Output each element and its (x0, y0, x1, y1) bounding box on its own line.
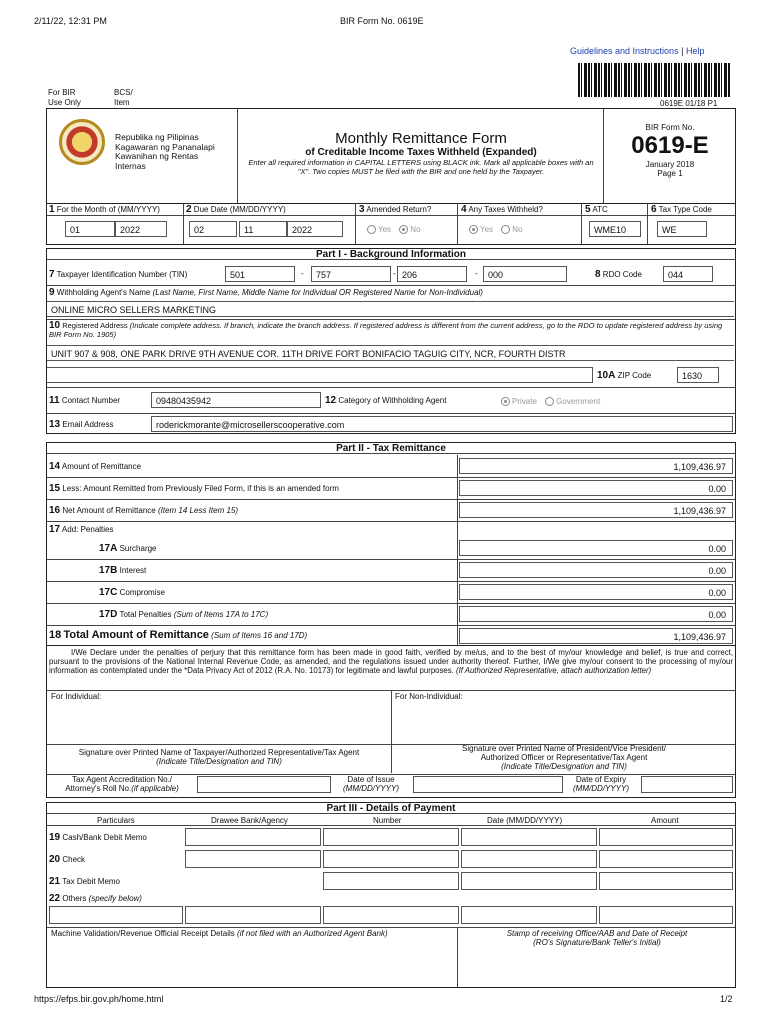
form-instructions: Enter all required information in CAPITAL LETTERS using BLACK ink. Mark all applicable boxes with an "X". Two copies MUST be filed with the BIR and one held by the Taxpayer. (248, 158, 594, 176)
address-line-2-field[interactable] (47, 367, 593, 383)
tax-debit-memo-label: Tax Debit Memo (62, 877, 120, 886)
others-drawee-field[interactable] (185, 906, 321, 924)
amended-yes-radio[interactable] (367, 225, 376, 234)
category-private-radio[interactable] (501, 397, 510, 406)
help-link[interactable]: Help (685, 46, 705, 56)
cash-drawee-field[interactable] (185, 828, 321, 846)
accreditation-field[interactable] (197, 776, 331, 793)
tin-part-4-field[interactable]: 000 (483, 266, 567, 282)
date-of-expiry-field[interactable] (641, 776, 733, 793)
email-field[interactable]: roderickmorante@microsellerscooperative.com (151, 416, 733, 432)
zip-field[interactable]: 1630 (677, 367, 719, 383)
tax-type-label: Tax Type Code (658, 205, 712, 214)
form-subtitle: of Creditable Income Taxes Withheld (Expanded) (305, 147, 537, 158)
due-date-label: Due Date (MM/DD/YYYY) (193, 205, 286, 214)
amended-label: Amended Return? (366, 205, 432, 214)
month-label: For the Month of (MM/YYYY) (56, 205, 160, 214)
link-separator: | (681, 46, 684, 56)
form-code: 0619E 01/18 P1 (660, 99, 718, 108)
footer-url: https://efps.bir.gov.ph/home.html (34, 994, 164, 1004)
contact-field[interactable]: 09480435942 (151, 392, 321, 408)
others-date-field[interactable] (461, 906, 597, 924)
date-of-issue-label: Date of Issue (MM/DD/YYYY) (343, 775, 399, 793)
for-individual-label: For Individual: (51, 692, 102, 701)
agency-name: Republika ng Pilipinas Kagawaran ng Pananalapi Kawanihan ng Rentas Internas (115, 132, 215, 171)
tin-dash: - (301, 269, 304, 278)
net-remittance-field[interactable]: 1,109,436.97 (459, 502, 733, 518)
date-of-issue-field[interactable] (413, 776, 563, 793)
form-title-block (239, 131, 603, 176)
atc-label: ATC (592, 205, 608, 214)
cash-date-field[interactable] (461, 828, 597, 846)
row-filing-info: 1 For the Month of (MM/YYYY) 01 2022 2 Due Date (MM/DD/YYYY) 02 11 2022 3 Amended Return? Yes No 4 Any Taxes Withheld? Yes No 5 ATC WME10 6 Tax Type Code WE (46, 203, 736, 245)
penalties-label: Add: Penalties (61, 525, 114, 534)
zip-label: ZIP Code (617, 371, 652, 380)
others-label: Others (62, 894, 87, 903)
category-government-radio[interactable] (545, 397, 554, 406)
form-edition: January 2018 (645, 160, 695, 169)
stamp-label: Stamp of receiving Office/AAB and Date of Receipt (RO's Signature/Bank Teller's Initial) (506, 929, 688, 947)
compromise-field[interactable]: 0.00 (459, 584, 733, 600)
signature-non-individual: Signature over Printed Name of President/Vice President/ Authorized Officer or Representative/Tax Agent (Indicate Title/Designation and TIN) (462, 744, 666, 771)
tin-part-1-field[interactable]: 501 (225, 266, 295, 282)
part-3-title: Part III - Details of Payment (47, 802, 735, 814)
cash-amount-field[interactable] (599, 828, 733, 846)
due-mm-field[interactable]: 02 (189, 221, 237, 237)
check-amount-field[interactable] (599, 850, 733, 868)
taxes-withheld-label: Any Taxes Withheld? (468, 205, 543, 214)
others-number-field[interactable] (323, 906, 459, 924)
address-label: 10 Registered Address (Indicate complete address. If branch, indicate the branch address. If registered address is different from the current address, go to the RDO to update registered address by using BIR Form No. 1905) (49, 320, 723, 339)
atc-field[interactable]: WME10 (589, 221, 641, 237)
part-3-payment-details: Part III - Details of Payment Particulars Drawee Bank/Agency Number Date (MM/DD/YYYY) Amount 19 Cash/Bank Debit Memo 20 Check 21 Tax Debit Memo 22 Others (specify below) Machine Validation/Revenue Official Receipt Details (if not filed with an Authorized Agent Bank) Stamp of receiving Office/AAB and Date of Receipt (RO's Signature/Bank Teller's Initial) (46, 802, 736, 988)
check-drawee-field[interactable] (185, 850, 321, 868)
declaration-section (46, 646, 736, 798)
col-date: Date (MM/DD/YYYY) (487, 816, 563, 825)
top-links (570, 46, 704, 56)
month-yyyy-field[interactable]: 2022 (115, 221, 167, 237)
col-number: Number (373, 816, 402, 825)
due-yyyy-field[interactable]: 2022 (287, 221, 343, 237)
col-particulars: Particulars (97, 816, 135, 825)
agent-name-hint: (Last Name, First Name, Middle Name for Individual OR Registered Name for Non-Individual) (152, 288, 483, 297)
bir-seal-icon (59, 119, 105, 165)
footer-page: 1/2 (720, 994, 733, 1004)
total-penalties-field[interactable]: 0.00 (459, 606, 733, 622)
bcs-item: BCS/ Item (114, 88, 133, 107)
others-particulars-field[interactable] (49, 906, 183, 924)
email-label: Email Address (62, 420, 114, 429)
declaration-text: I/We Declare under the penalties of perjury that this remittance form has been made in good faith, verified by me/us, and to the best of my/our knowledge and belief, is true and correct, pursuant to the provisions of the National Internal Revenue Code, as amended, and the regulations issued under authority thereof. Further, I/We give my/our consent to the processing of my/our information as contemplated under the *Data Privacy Act of 2012 (R.A. No. 10173) for legitimate and lawful purposes. (If Authorized Representative, attach authorization letter) (49, 648, 733, 675)
tin-dash: - (475, 269, 478, 278)
check-label: Check (62, 855, 86, 864)
form-page: Page 1 (657, 169, 683, 178)
previously-remitted-label: Less: Amount Remitted from Previously Filed Form, if this is an amended form (62, 484, 339, 493)
surcharge-field[interactable]: 0.00 (459, 540, 733, 556)
total-remittance-label: Total Amount of Remittance (63, 629, 209, 641)
form-no-label: BIR Form No. (645, 123, 695, 132)
rdo-label: RDO Code (602, 270, 642, 279)
check-number-field[interactable] (323, 850, 459, 868)
part-1-title: Part I - Background Information (47, 248, 735, 260)
col-drawee-bank: Drawee Bank/Agency (211, 816, 288, 825)
agent-name-label: Withholding Agent's Name (56, 288, 151, 297)
withheld-radio-group: Yes No (469, 225, 523, 234)
remittance-amount-field[interactable]: 1,109,436.97 (459, 458, 733, 474)
tin-part-3-field[interactable]: 206 (397, 266, 467, 282)
category-label: Category of Withholding Agent (338, 396, 447, 405)
total-remittance-field[interactable]: 1,109,436.97 (459, 628, 733, 644)
form-header (46, 108, 736, 204)
tax-type-field[interactable]: WE (657, 221, 707, 237)
col-amount: Amount (651, 816, 679, 825)
barcode-image (578, 63, 730, 97)
signature-individual: Signature over Printed Name of Taxpayer/Authorized Representative/Tax Agent (Indicate Title/Designation and TIN) (78, 748, 360, 766)
part-2-title: Part II - Tax Remittance (47, 442, 735, 454)
rdo-field[interactable]: 044 (663, 266, 713, 282)
check-date-field[interactable] (461, 850, 597, 868)
contact-label: Contact Number (61, 396, 121, 405)
tin-label: Taxpayer Identification Number (TIN) (56, 270, 188, 279)
compromise-label: Compromise (119, 588, 165, 597)
tin-dash: - (393, 269, 396, 278)
previously-remitted-field[interactable]: 0.00 (459, 480, 733, 496)
cash-bank-label: Cash/Bank Debit Memo (62, 833, 147, 842)
total-penalties-label: Total Penalties (119, 610, 172, 619)
interest-field[interactable]: 0.00 (459, 562, 733, 578)
surcharge-label: Surcharge (119, 544, 157, 553)
debit-memo-number-field[interactable] (323, 872, 459, 890)
accreditation-label: Tax Agent Accreditation No./ Attorney's Roll No.(if applicable) (65, 775, 179, 793)
amended-radio-group: Yes No (367, 225, 421, 234)
amended-no-radio[interactable] (399, 225, 408, 234)
interest-label: Interest (119, 566, 147, 575)
form-number-block (603, 123, 737, 178)
net-remittance-label: Net Amount of Remittance (62, 506, 156, 515)
form-title: Monthly Remittance Form (335, 130, 507, 147)
category-radio-group: Private Government (501, 397, 600, 406)
address-line-1-field[interactable]: UNIT 907 & 908, ONE PARK DRIVE 9TH AVENUE COR. 11TH DRIVE FORT BONIFACIO TAGUIG CITY, NCR, FOURTH DISTR (47, 345, 734, 361)
part-1-background: Part I - Background Information 7 Taxpayer Identification Number (TIN) 501 - 757 - 206 - 000 8 RDO Code 044 9 Withholding Agent's Name (Last Name, First Name, Middle Name for Individual OR Registered Name for Non-Individual) ONLINE MICRO SELLERS MARKETING 10 Registered Address (Indicate complete address. If branch, indicate the branch address. If registered address is different from the current address, go to the RDO to update registered address by using BIR Form No. 1905) UNIT 907 & 908, ONE PARK DRIVE 9TH AVENUE COR. 11TH DRIVE FORT BONIFACIO TAGUIG CITY, NCR, FOURTH DISTR 10A ZIP Code 1630 11 Contact Number 09480435942 12 Category of Withholding Agent Private Government 13 Email Address roderickmorante@microsellerscooperative.com (46, 248, 736, 434)
cash-number-field[interactable] (323, 828, 459, 846)
for-bir-use-only: For BIR Use Only (48, 88, 81, 107)
remittance-amount-label: Amount of Remittance (61, 462, 142, 471)
date-of-expiry-label: Date of Expiry (MM/DD/YYYY) (573, 775, 629, 793)
part-2-tax-remittance: Part II - Tax Remittance 14 Amount of Remittance 1,109,436.97 15 Less: Amount Remitted from Previously Filed Form, if this is an amended form 0.00 16 Net Amount of Remittance (Item 14 Less Item 15) 1,109,436.97 17 Add: Penalties 17A Surcharge 0.00 17B Interest 0.00 17C Compromise 0.00 17D Total Penalties (Sum of Items 17A to 17C) 0.00 18 Total Amount of Remittance (Sum of Items 16 and 17D) 1,109,436.97 (46, 442, 736, 646)
for-non-individual-label: For Non-Individual: (395, 692, 463, 701)
month-mm-field[interactable]: 01 (65, 221, 115, 237)
print-datetime: 2/11/22, 12:31 PM (34, 16, 107, 26)
due-dd-field[interactable]: 11 (239, 221, 287, 237)
withheld-no-radio[interactable] (501, 225, 510, 234)
withheld-yes-radio[interactable] (469, 225, 478, 234)
agent-name-field[interactable]: ONLINE MICRO SELLERS MARKETING (47, 301, 734, 317)
tin-part-2-field[interactable]: 757 (311, 266, 391, 282)
debit-memo-date-field[interactable] (461, 872, 597, 890)
debit-memo-amount-field[interactable] (599, 872, 733, 890)
print-page-title: BIR Form No. 0619E (340, 16, 424, 26)
others-amount-field[interactable] (599, 906, 733, 924)
machine-validation-label: Machine Validation/Revenue Official Receipt Details (51, 929, 235, 938)
form-number: 0619-E (631, 132, 709, 159)
guidelines-link[interactable]: Guidelines and Instructions (570, 46, 679, 56)
